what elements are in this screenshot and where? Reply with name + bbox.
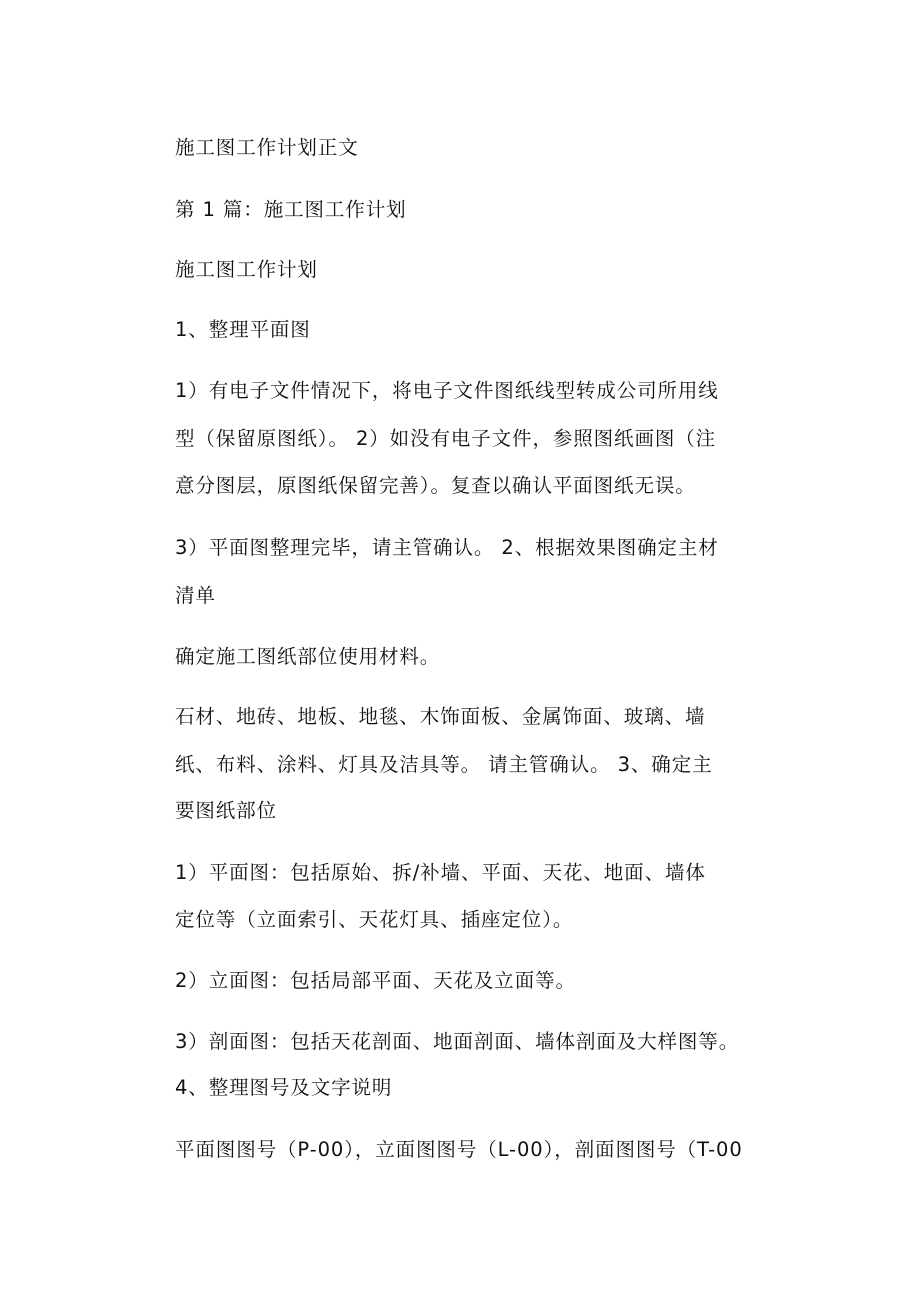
paragraph-line: 1）有电子文件情况下，将电子文件图纸线型转成公司所用线 (175, 379, 719, 402)
paragraph-line: 要图纸部位 (175, 799, 278, 822)
step-heading-4: 4、整理图号及文字说明 (175, 1076, 393, 1099)
paragraph-line: 纸、布料、涂料、灯具及洁具等。 请主管确认。 3、确定主 (175, 753, 713, 776)
paragraph-line: 型（保留原图纸）。 2）如没有电子文件，参照图纸画图（注 (175, 427, 717, 450)
paragraph-line: 1）平面图：包括原始、拆/补墙、平面、天花、地面、墙体 (175, 861, 706, 884)
paragraph-line: 确定施工图纸部位使用材料。 (175, 645, 441, 668)
paragraph-line: 石材、地砖、地板、地毯、木饰面板、金属饰面、玻璃、墙 (175, 705, 706, 728)
paragraph-line: 2）立面图：包括局部平面、天花及立面等。 (175, 969, 576, 992)
paragraph-line: 意分图层，原图纸保留完善）。复查以确认平面图纸无误。 (175, 474, 696, 497)
chapter-heading: 第 1 篇：施工图工作计划 (175, 198, 407, 221)
section-title: 施工图工作计划 (175, 258, 318, 281)
paragraph-line: 平面图图号（P-00），立面图图号（L-00），剖面图图号（T-00 (175, 1138, 743, 1161)
paragraph-line: 清单 (175, 584, 216, 607)
document-title: 施工图工作计划正文 (175, 136, 359, 159)
paragraph-line: 定位等（立面索引、天花灯具、插座定位）。 (175, 908, 574, 931)
paragraph-line: 3）平面图整理完毕，请主管确认。 2、根据效果图确定主材 (175, 536, 719, 559)
step-heading-1: 1、整理平面图 (175, 318, 311, 341)
paragraph-line: 3）剖面图：包括天花剖面、地面剖面、墙体剖面及大样图等。 (175, 1030, 740, 1053)
